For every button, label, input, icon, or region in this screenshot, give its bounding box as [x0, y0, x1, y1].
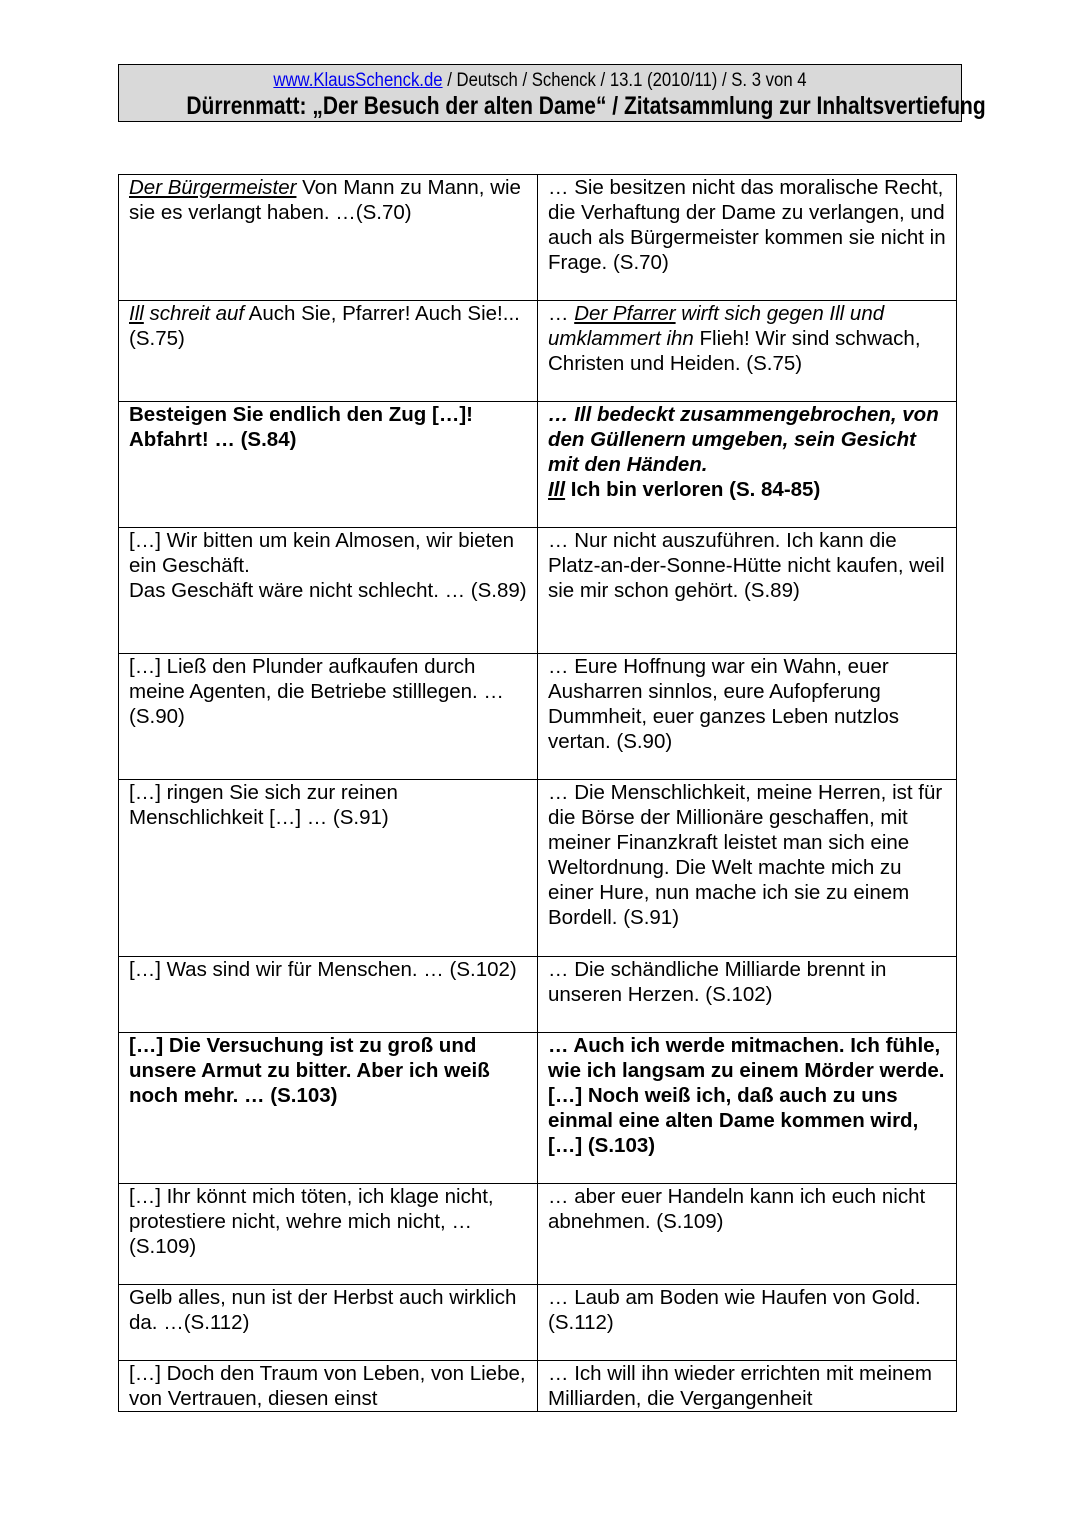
table-row: [119, 1184, 957, 1285]
quote-text: […] Ließ den Plunder aufkaufen durch meine Agenten, die Betriebe stilllegen. … (S.90): [129, 655, 504, 728]
quote-text: Gelb alles, nun ist der Herbst auch wirklich da. …(S.112): [129, 1286, 517, 1334]
quote-cell-left: [119, 957, 538, 1033]
quote-text: Von Mann zu Mann, wie sie es verlangt haben. …(S.70): [129, 176, 521, 224]
quote-cell-right: [538, 1285, 957, 1361]
quote-cell-left: [119, 654, 538, 780]
quote-cell-right: [538, 402, 957, 528]
table-row: [119, 402, 957, 528]
quote-cell-right: [538, 175, 957, 301]
quote-text: Besteigen Sie endlich den Zug […]! Abfahrt! … (S.84): [129, 403, 473, 451]
stage-direction: schreit auf: [143, 302, 245, 325]
quote-cell-right: [538, 301, 957, 402]
quote-cell-right: [538, 528, 957, 654]
quote-text: […] Die Versuchung ist zu groß und unsere Armut zu bitter. Aber ich weiß noch mehr. … (S.103): [129, 1034, 490, 1107]
quote-text: … Sie besitzen nicht das moralische Recht, die Verhaftung der Dame zu verlangen, und auch als Bürgermeister kommen sie nicht in Frage. (S.70): [548, 176, 946, 274]
table-row: [119, 780, 957, 957]
table-row: [119, 1361, 957, 1412]
quote-cell-right: [538, 1361, 957, 1412]
quote-prefix: …: [548, 302, 575, 325]
speaker-name: Ill: [129, 302, 144, 325]
table-row: [119, 1285, 957, 1361]
website-link[interactable]: www.KlausSchenck.de: [273, 70, 443, 91]
quote-text: […] ringen Sie sich zur reinen Menschlichkeit […] … (S.91): [129, 781, 398, 829]
table-row: [119, 1033, 957, 1184]
quote-text: … Auch ich werde mitmachen. Ich fühle, wie ich langsam zu einem Mörder werde. […] Noch weiß ich, daß auch zu uns einmal eine alten Dame kommen wird, […] (S.103): [548, 1034, 945, 1157]
header-meta-line: [170, 70, 911, 92]
quote-cell-left: [119, 301, 538, 402]
quote-text: … Eure Hoffnung war ein Wahn, euer Ausharren sinnlos, eure Aufopferung Dummheit, euer ganzes Leben nutzlos vertan. (S.90): [548, 655, 899, 753]
quote-text: … Die schändliche Milliarde brennt in unseren Herzen. (S.102): [548, 958, 887, 1006]
quote-cell-right: [538, 1184, 957, 1285]
stage-direction: … Ill bedeckt zusammengebrochen, von den Güllenern umgeben, sein Gesicht mit den Händen.: [548, 403, 939, 476]
quote-cell-left: [119, 780, 538, 957]
quote-cell-left: [119, 528, 538, 654]
quote-text: … Ich will ihn wieder errichten mit meinem Milliarden, die Vergangenheit: [548, 1362, 932, 1410]
table-row: [119, 528, 957, 654]
quote-cell-left: [119, 1033, 538, 1184]
table-row: [119, 957, 957, 1033]
table-row: [119, 175, 957, 301]
speaker-name: Ill: [548, 478, 566, 501]
quote-text: Flieh! Wir sind schwach, Christen und Heiden. (S.75): [548, 327, 921, 375]
page-header: [118, 64, 986, 122]
table-row: [119, 301, 957, 402]
quote-cell-left: [119, 402, 538, 528]
quote-text: […] Ihr könnt mich töten, ich klage nicht, protestiere nicht, wehre mich nicht, … (S.109): [129, 1185, 494, 1258]
quote-text: […] Wir bitten um kein Almosen, wir bieten ein Geschäft.: [129, 529, 515, 577]
quote-cell-right: [538, 654, 957, 780]
quote-table: [118, 174, 957, 1412]
quote-text: … Die Menschlichkeit, meine Herren, ist für die Börse der Millionäre geschaffen, mit meiner Finanzkraft leistet man sich eine Weltordnung. Die Welt machte mich zu einer Hure, nun mache ich sie zu einem Bordell. (S.91): [548, 781, 943, 929]
quote-cell-right: [538, 957, 957, 1033]
speaker-name: Der Bürgermeister: [129, 176, 297, 199]
header-meta: / Deutsch / Schenck / 13.1 (2010/11) / S. 3 von 4: [442, 70, 807, 91]
quote-cell-left: [119, 1184, 538, 1285]
quote-text: … Laub am Boden wie Haufen von Gold. (S.112): [548, 1286, 921, 1334]
quote-text: […] Was sind wir für Menschen. … (S.102): [129, 958, 517, 981]
quote-text: … Nur nicht auszuführen. Ich kann die Platz-an-der-Sonne-Hütte nicht kaufen, weil sie mir schon gehört. (S.89): [548, 529, 945, 602]
quote-cell-left: [119, 1285, 538, 1361]
page-title: Dürrenmatt: „Der Besuch der alten Dame“ / Zitatsammlung zur Inhaltsvertiefung: [186, 92, 986, 120]
speaker-name: Der Pfarrer: [574, 302, 676, 325]
quote-cell-left: [119, 1361, 538, 1412]
quote-cell-left: [119, 175, 538, 301]
quote-text: … aber euer Handeln kann ich euch nicht abnehmen. (S.109): [548, 1185, 926, 1233]
quote-text: […] Doch den Traum von Leben, von Liebe, von Vertrauen, diesen einst: [129, 1362, 526, 1410]
quote-text: Ich bin verloren (S. 84-85): [565, 478, 821, 501]
quote-text: Das Geschäft wäre nicht schlecht. … (S.89): [129, 579, 527, 602]
quote-text: Auch Sie, Pfarrer! Auch Sie!... (S.75): [129, 302, 520, 350]
quote-cell-right: [538, 1033, 957, 1184]
stage-direction: wirft sich gegen Ill und umklammert ihn: [548, 302, 885, 350]
quote-cell-right: [538, 780, 957, 957]
table-row: [119, 654, 957, 780]
